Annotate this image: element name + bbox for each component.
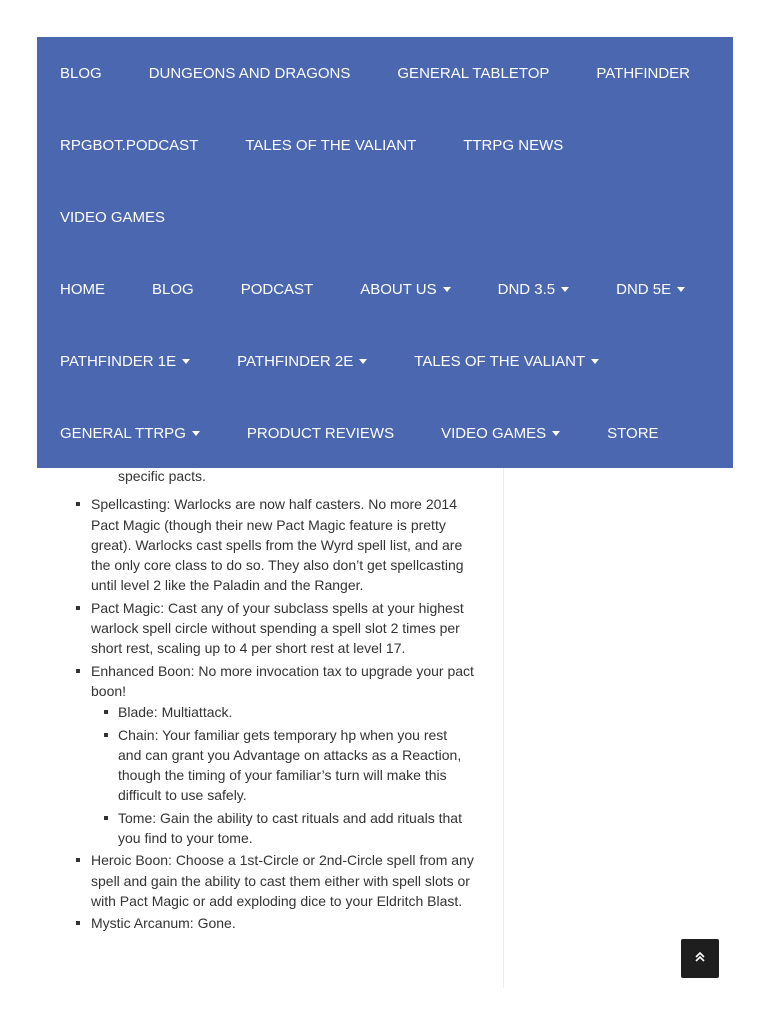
nav-row [37,109,733,181]
nav-link-label: BLOG [152,280,194,298]
list-item [62,850,474,911]
nav-link-dungeons-and-dragons[interactable] [149,65,351,82]
nav-link-label: VIDEO GAMES [441,424,547,442]
nav-link-label: GENERAL TTRPG [60,424,186,442]
nav-link-label: PATHFINDER 1E [60,352,177,370]
caret-down-icon [561,287,569,292]
scroll-to-top-button[interactable] [681,939,719,978]
nav-row [37,253,733,325]
nav-link-label: HOME [60,280,105,298]
nav-link-label: RPGBOT.PODCAST [60,136,199,154]
nav-link-about-us[interactable] [360,281,450,298]
nav-link-label: TTRPG NEWS [463,136,564,154]
nav-link-label: DUNGEONS AND DRAGONS [148,64,351,82]
caret-down-icon [443,287,451,292]
nav-link-label: BLOG [60,64,102,82]
nav-link-label: TALES OF THE VALIANT [414,352,586,370]
nav-link-label: STORE [607,424,659,442]
nav-link-label: PODCAST [240,280,314,298]
nav-link-general-tabletop[interactable] [397,65,549,82]
caret-down-icon [359,359,367,364]
nav-link-label: PATHFINDER 2E [237,352,354,370]
list-item-text: Pact Magic: Cast any of your subclass spells at your highest warlock spell circle without spending a spell slot 2 times per short rest, scaling up to 4 per short rest at level 17. [91,599,464,657]
list-item-text: Enhanced Boon: No more invocation tax to upgrade your pact boon! [91,662,474,699]
list-item-text: Mystic Arcanum: Gone. [91,915,236,932]
sub-list-item: Chain: Your familiar gets temporary hp when you rest and can grant you Advantage on attacks as a Reaction, though the timing of your familiar’s turn will make this difficult to use safely. [91,725,474,806]
caret-down-icon [677,287,685,292]
nav-link-tales-of-the-valiant[interactable] [414,353,599,370]
nav-row [37,37,733,109]
main-navigation [37,37,733,468]
nav-link-podcast[interactable] [241,281,314,298]
caret-down-icon [552,431,560,436]
sub-list-item: Tome: Gain the ability to cast rituals and add rituals that you find to your tome. [91,808,474,849]
nav-link-label: DND 5E [616,280,672,298]
nav-link-store[interactable] [607,425,658,442]
caret-down-icon [591,359,599,364]
list-item-fragment: specific pacts. [118,468,206,484]
nav-link-pathfinder[interactable] [596,65,690,82]
list-item [62,598,474,659]
nav-link-pathfinder-1e[interactable] [60,353,190,370]
article-content [62,466,474,936]
nav-row [37,325,733,397]
nav-link-product-reviews[interactable] [247,425,394,442]
nav-link-blog[interactable] [152,281,194,298]
list-item [62,661,474,849]
nav-link-blog[interactable] [60,65,102,82]
nav-link-label: PATHFINDER [596,64,691,82]
nav-link-home[interactable] [60,281,105,298]
double-chevron-up-icon [694,950,706,968]
nav-link-video-games[interactable] [441,425,560,442]
caret-down-icon [192,431,200,436]
nav-link-label: TALES OF THE VALIANT [245,136,417,154]
nav-link-rpgbot-podcast[interactable] [60,137,198,154]
sub-list [91,702,474,848]
nav-link-tales-of-the-valiant[interactable] [245,137,416,154]
list-item-text: Heroic Boon: Choose a 1st-Circle or 2nd-Circle spell from any spell and gain the ability to cast them either with spell slots or with Pact Magic or add exploding dice to your Eldritch Blast. [91,852,474,909]
nav-link-general-ttrpg[interactable] [60,425,200,442]
nav-link-pathfinder-2e[interactable] [237,353,367,370]
nav-link-label: ABOUT US [360,280,437,298]
feature-list [62,494,474,933]
nav-link-label: DND 3.5 [497,280,556,298]
nav-link-label: GENERAL TABLETOP [397,64,550,82]
nav-link-label: VIDEO GAMES [60,208,166,226]
caret-down-icon [182,359,190,364]
nav-link-ttrpg-news[interactable] [463,137,563,154]
list-item [62,494,474,595]
nav-row [37,181,733,253]
nav-link-label: PRODUCT REVIEWS [246,424,395,442]
list-item [62,913,474,933]
nav-link-dnd-3-5[interactable] [498,281,570,298]
sub-list-item: Blade: Multiattack. [91,702,474,722]
list-item-text: Spellcasting: Warlocks are now half casters. No more 2014 Pact Magic (though their new Pact Magic feature is pretty great). Warlocks cast spells from the Wyrd spell list, and are the only core class to do so. They also don’t get spellcasting until level 2 like the Paladin and the Ranger. [91,496,464,594]
sidebar-divider [503,468,504,988]
nav-link-video-games[interactable] [60,209,165,226]
nav-row [37,397,733,469]
nav-link-dnd-5e[interactable] [616,281,685,298]
